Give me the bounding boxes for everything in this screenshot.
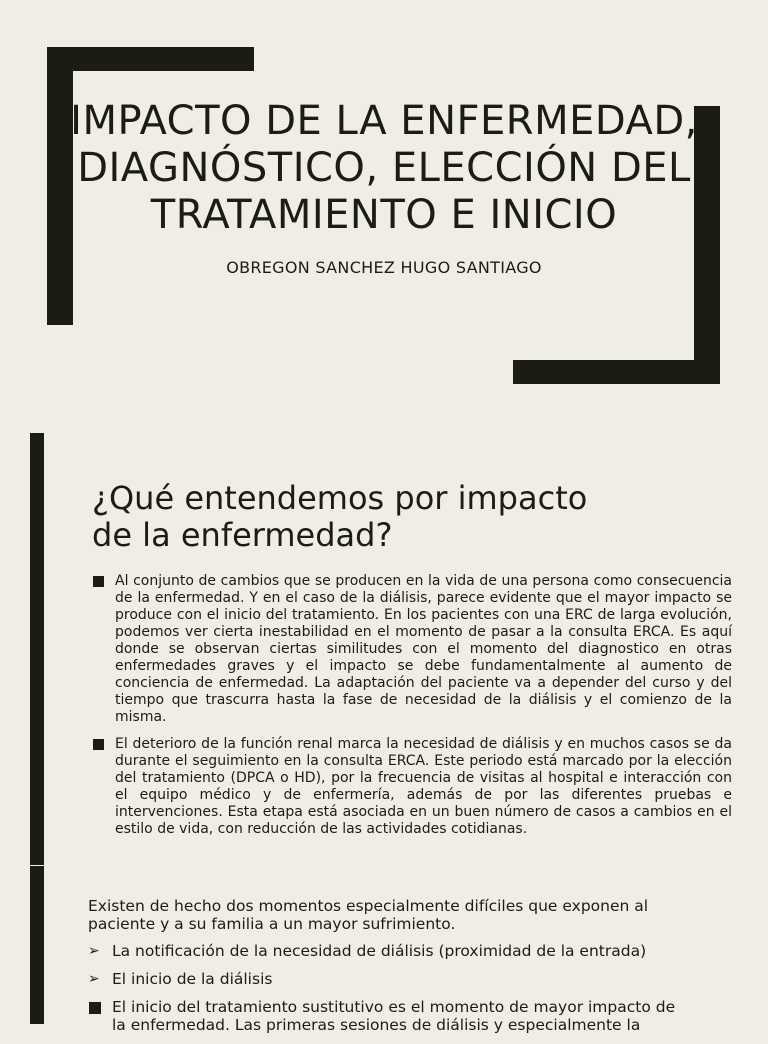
item-text: La notificación de la necesidad de diálisis (proximidad de la entrada) bbox=[112, 942, 647, 960]
slide-heading bbox=[92, 480, 692, 554]
difficult-moments-slide bbox=[0, 866, 768, 1034]
left-accent-bar bbox=[30, 866, 44, 1024]
title-line-1: IMPACTO DE LA ENFERMEDAD, bbox=[70, 98, 698, 144]
square-bullet-icon bbox=[93, 739, 104, 750]
list-item bbox=[92, 573, 732, 726]
item-text: El inicio del tratamiento sustitutivo es el momento de mayor impacto de la enfermedad. Las primeras sesiones de diálisis y especialmente la bbox=[112, 998, 676, 1034]
heading-line-2: de la enfermedad? bbox=[92, 516, 393, 554]
list-item bbox=[88, 998, 688, 1034]
heading-line-1: ¿Qué entendemos por impacto bbox=[92, 479, 588, 517]
title-slide bbox=[0, 0, 768, 410]
bullet-text: El deterioro de la función renal marca la necesidad de diálisis y en muchos casos se da durante el seguimiento en la consulta ERCA. Este periodo está marcado por la elección del tratamiento (DPCA o HD), por la frecuencia de visitas al hospital e interacción con el equipo médico y de enfermería, además de por las diferentes pruebas e intervenciones. Esta etapa está asociada en un buen número de casos a cambios en el estilo de vida, con reducción de las actividades cotidianas. bbox=[115, 736, 732, 837]
frame-corner-top-left-horizontal bbox=[47, 47, 254, 71]
arrow-bullet-icon: ➢ bbox=[88, 943, 100, 959]
list-item bbox=[88, 970, 688, 988]
list-item bbox=[92, 736, 732, 838]
square-bullet-icon bbox=[89, 1002, 101, 1014]
intro-paragraph: Existen de hecho dos momentos especialmente difíciles que exponen al paciente y a su familia a un mayor sufrimiento. bbox=[88, 897, 649, 933]
title-line-3: TRATAMIENTO E INICIO bbox=[150, 192, 618, 238]
left-accent-bar bbox=[30, 433, 44, 865]
bullet-text: Al conjunto de cambios que se producen en la vida de una persona como consecuencia de la enfermedad. Y en el caso de la diálisis, parece evidente que el mayor impacto se produce con el inicio del tratamiento. En los pacientes con una ERC de larga evolución, podemos ver cierta inestabilidad en el momento de pasar a la consulta ERCA. Es aquí donde se observan ciertas similitudes con el momento del diagnostico en otras enfermedades graves y el impacto se debe fundamentalmente al aumento de conciencia de enfermedad. La adaptación del paciente va a depender del curso y del tiempo que trascurra hasta la fase de necesidad de la diálisis y el comienzo de la misma. bbox=[115, 573, 732, 725]
arrow-bullet-icon: ➢ bbox=[88, 971, 100, 987]
author-name: OBREGON SANCHEZ HUGO SANTIAGO bbox=[226, 258, 542, 277]
item-text: El inicio de la diálisis bbox=[112, 970, 273, 988]
frame-corner-bottom-right-horizontal bbox=[513, 360, 720, 384]
list-item bbox=[88, 942, 688, 960]
bullet-list bbox=[92, 573, 732, 848]
slide-title bbox=[0, 98, 768, 239]
moments-list bbox=[88, 942, 688, 1044]
square-bullet-icon bbox=[93, 576, 104, 587]
title-line-2: DIAGNÓSTICO, ELECCIÓN DEL bbox=[77, 145, 691, 191]
impact-definition-slide bbox=[0, 433, 768, 865]
